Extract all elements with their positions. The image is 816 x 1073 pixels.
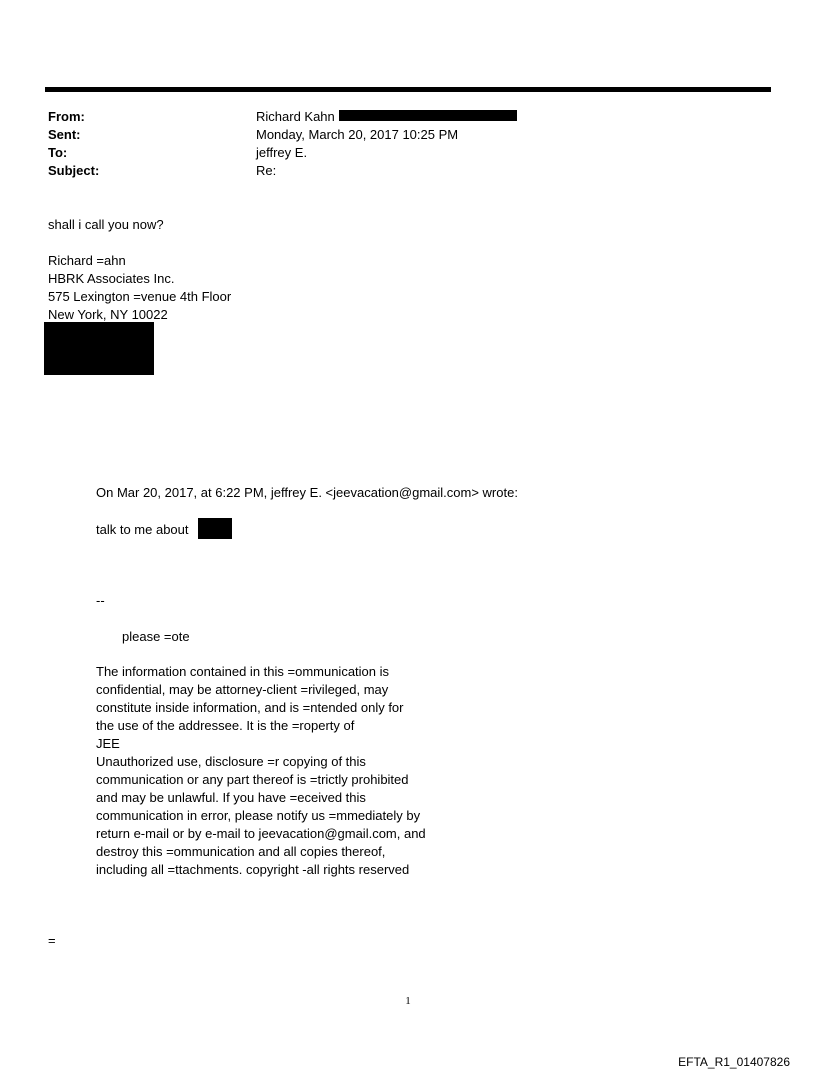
from-label: From: xyxy=(48,109,85,124)
separator: -- xyxy=(96,593,105,608)
please-note: please =ote xyxy=(122,629,190,644)
disclaimer-line: and may be unlawful. If you have =eceived this xyxy=(96,790,366,805)
disclaimer-line: confidential, may be attorney-client =rivileged, may xyxy=(96,682,389,697)
disclaimer-line: The information contained in this =ommunication is xyxy=(96,664,390,679)
disclaimer-line: including all =ttachments. copyright -all rights reserved xyxy=(96,862,410,877)
sent-label: Sent: xyxy=(48,127,81,142)
trailing-equals: = xyxy=(48,933,56,948)
disclaimer-line: communication in error, please notify us =mmediately by xyxy=(96,808,421,823)
sent-value: Monday, March 20, 2017 10:25 PM xyxy=(256,127,459,142)
disclaimer-line: communication or any part thereof is =trictly prohibited xyxy=(96,772,409,787)
redaction-topic xyxy=(198,518,232,539)
greeting: shall i call you now? xyxy=(48,217,164,232)
redaction-email xyxy=(339,110,517,121)
subject-label: Subject: xyxy=(48,163,100,178)
signature-company: HBRK Associates Inc. xyxy=(48,271,175,286)
to-label: To: xyxy=(48,145,68,160)
from-value: Richard Kahn xyxy=(256,109,335,124)
disclaimer-line: JEE xyxy=(96,736,120,751)
signature-name: Richard =ahn xyxy=(48,253,126,268)
subject-value: Re: xyxy=(256,163,277,178)
disclaimer-line: destroy this =ommunication and all copies thereof, xyxy=(96,844,386,859)
quote-line: talk to me about xyxy=(96,522,189,537)
disclaimer-line: the use of the addressee. It is the =roperty of xyxy=(96,718,355,733)
page-number: 1 xyxy=(405,995,411,1007)
signature-address: 575 Lexington =venue 4th Floor xyxy=(48,289,232,304)
to-value: jeffrey E. xyxy=(256,145,308,160)
signature-city: New York, NY 10022 xyxy=(48,307,168,322)
document-id: EFTA_R1_01407826 xyxy=(678,1055,790,1069)
disclaimer-line: constitute inside information, and is =ntended only for xyxy=(96,700,404,715)
disclaimer-line: Unauthorized use, disclosure =r copying of this xyxy=(96,754,366,769)
top-rule xyxy=(45,87,771,92)
redaction-block xyxy=(44,322,154,375)
quote-header: On Mar 20, 2017, at 6:22 PM, jeffrey E. <jeevacation@gmail.com> wrote: xyxy=(96,485,518,500)
disclaimer-line: return e-mail or by e-mail to jeevacation@gmail.com, and xyxy=(96,826,426,841)
disclaimer xyxy=(96,663,426,879)
